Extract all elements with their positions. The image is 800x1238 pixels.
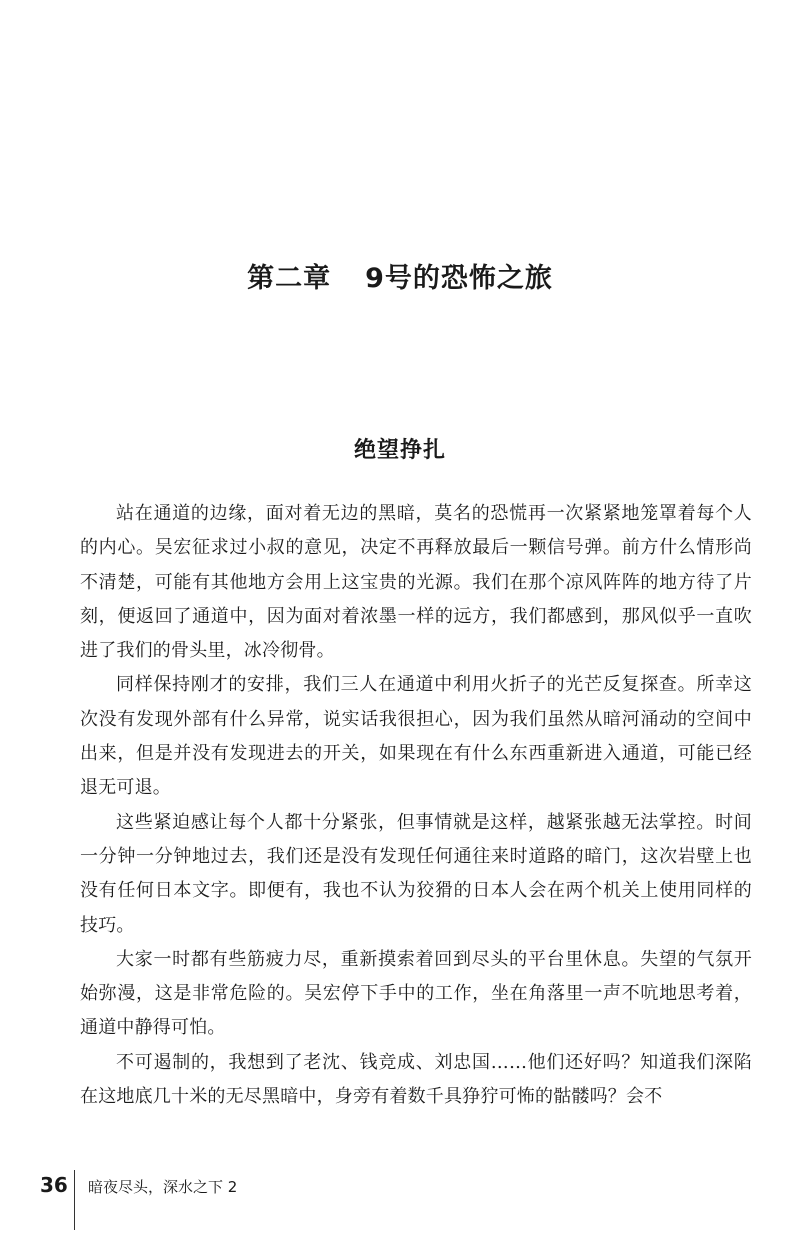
page-number: 36 xyxy=(40,1173,68,1197)
footer-divider xyxy=(74,1170,75,1230)
paragraph: 大家一时都有些筋疲力尽，重新摸索着回到尽头的平台里休息。失望的气氛开始弥漫，这是非常危险的。吴宏停下手中的工作，坐在角落里一声不吭地思考着，通道中静得可怕。 xyxy=(80,948,752,1039)
section-title: 绝望挣扎 xyxy=(353,438,446,463)
paragraph: 这些紧迫感让每个人都十分紧张，但事情就是这样，越紧张越无法掌控。时间一分钟一分钟地过去，我们还是没有发现任何通往来时道路的暗门，这次岩壁上也没有任何日本文字。即便有，我也不认为狡猾的日本人会在两个机关上使用同样的技巧。 xyxy=(80,811,752,936)
paragraph: 站在通道的边缘，面对着无边的黑暗，莫名的恐慌再一次紧紧地笼罩着每个人的内心。吴宏征求过小叔的意见，决定不再释放最后一颗信号弹。前方什么情形尚不清楚，可能有其他地方会用上这宝贵的光源。我们在那个凉风阵阵的地方待了片刻，便返回了通道中，因为面对着浓墨一样的远方，我们都感到，那风似乎一直吹进了我们的骨头里，冰冷彻骨。 xyxy=(80,503,752,662)
paragraph: 不可遏制的，我想到了老沈、钱竞成、刘忠国……他们还好吗？知道我们深陷在这地底几十米的无尽黑暗中，身旁有着数千具狰狞可怖的骷髅吗？会不 xyxy=(80,1051,752,1108)
chapter-number-label: 第二章 xyxy=(247,263,332,294)
chapter-name: 9号的恐怖之旅 xyxy=(365,263,553,294)
running-title: 暗夜尽头，深水之下 2 xyxy=(88,1178,238,1196)
paragraph: 同样保持刚才的安排，我们三人在通道中利用火折子的光芒反复探查。所幸这次没有发现外部有什么异常，说实话我很担心，因为我们虽然从暗河涌动的空间中出来，但是并没有发现进去的开关，如果现在有什么东西重新进入通道，可能已经退无可退。 xyxy=(80,674,752,799)
chapter-title xyxy=(0,256,800,295)
body-text xyxy=(80,497,752,1114)
